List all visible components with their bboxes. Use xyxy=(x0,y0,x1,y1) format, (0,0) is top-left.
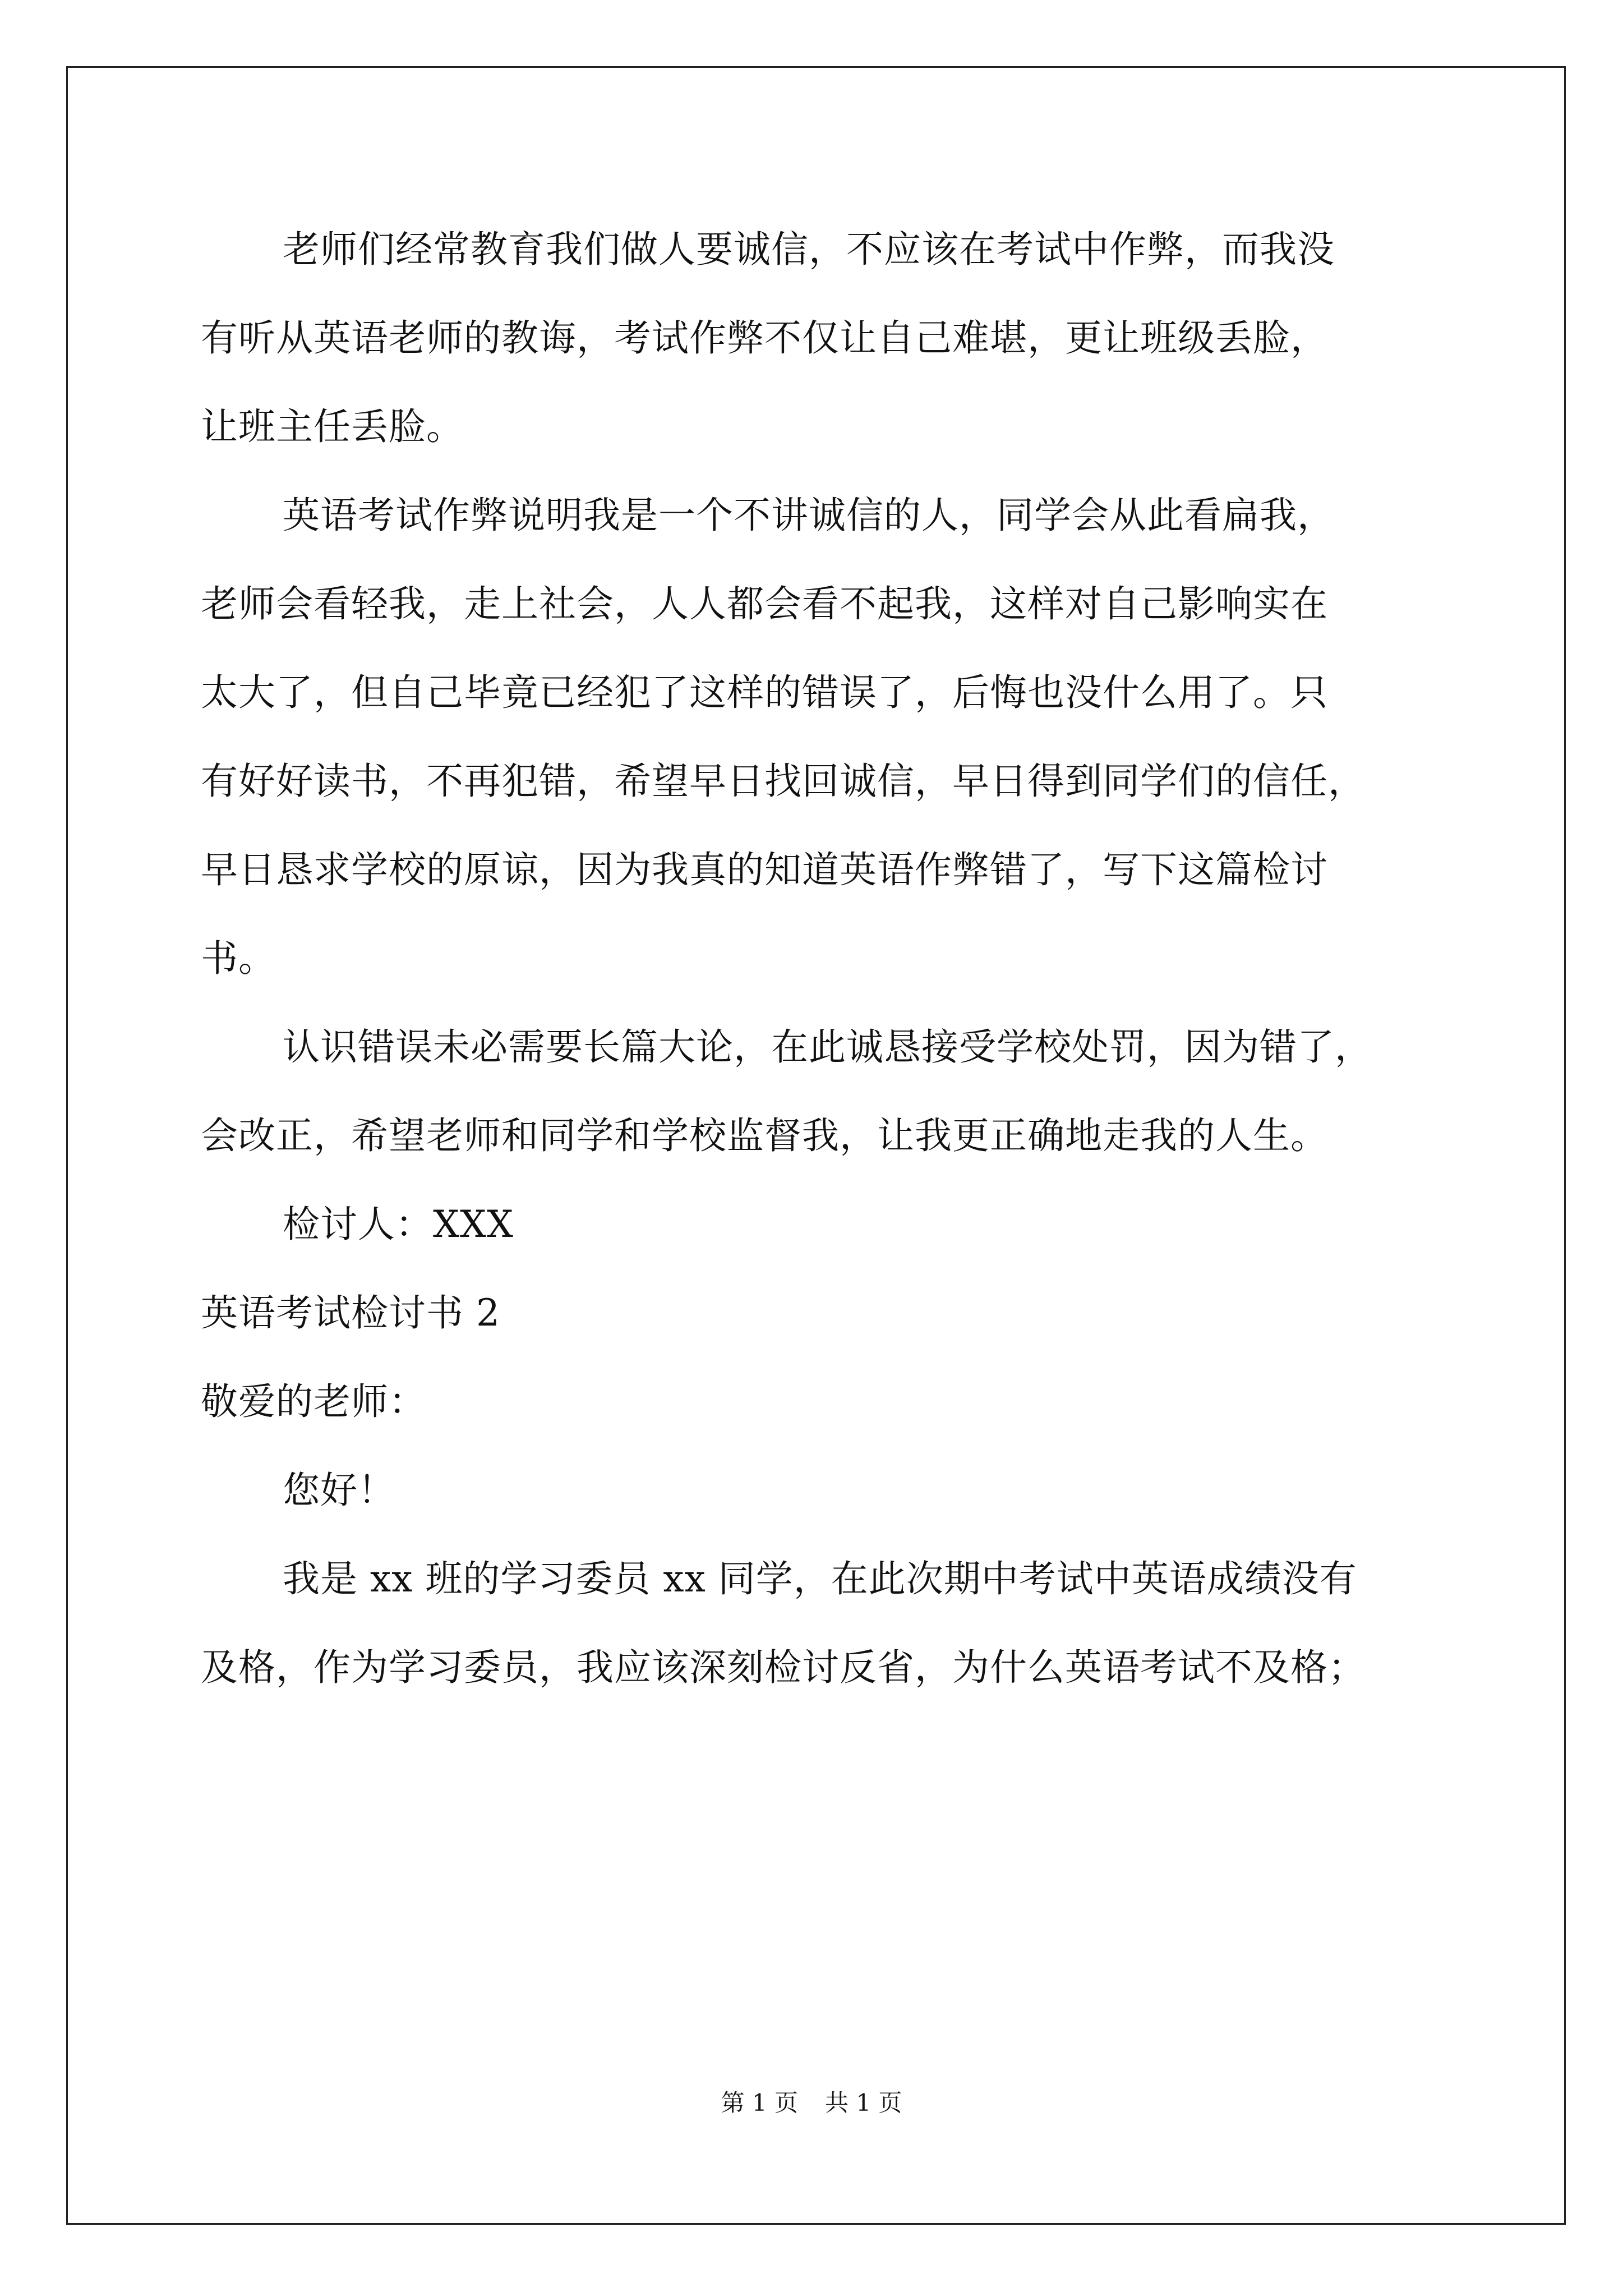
paragraph-1-line-3: 让班主任丢脸。 xyxy=(201,405,464,448)
paragraph-3-line-2: 会改正，希望老师和同学和学校监督我，让我更正确地走我的人生。 xyxy=(201,1114,1328,1157)
paragraph-1-line-2: 有听从英语老师的教诲，考试作弊不仅让自己难堪，更让班级丢脸， xyxy=(201,316,1328,360)
paragraph-1-line-1: 老师们经常教育我们做人要诚信，不应该在考试中作弊，而我没 xyxy=(283,228,1335,271)
paragraph-2-line-4: 有好好读书，不再犯错，希望早日找回诚信，早日得到同学们的信任， xyxy=(201,760,1366,803)
paragraph-3-line-1: 认识错误未必需要长篇大论，在此诚恳接受学校处罚，因为错了， xyxy=(283,1025,1372,1069)
paragraph-4-line-2: 及格，作为学习委员，我应该深刻检讨反省，为什么英语考试不及格； xyxy=(201,1646,1366,1689)
paragraph-2-line-2: 老师会看轻我，走上社会，人人都会看不起我，这样对自己影响实在 xyxy=(201,582,1328,625)
page-number: 第 1 页 xyxy=(721,2089,798,2116)
paragraph-2-line-1: 英语考试作弊说明我是一个不讲诚信的人，同学会从此看扁我， xyxy=(283,494,1335,537)
salutation: 敬爱的老师： xyxy=(201,1380,426,1423)
paragraph-2-line-5: 早日恳求学校的原谅，因为我真的知道英语作弊错了，写下这篇检讨 xyxy=(201,848,1328,891)
page-footer xyxy=(0,2091,1623,2115)
paragraph-2-line-6: 书。 xyxy=(201,937,276,980)
page-total: 共 1 页 xyxy=(825,2089,902,2116)
greeting: 您好！ xyxy=(283,1469,395,1512)
paragraph-2-line-3: 太大了，但自己毕竟已经犯了这样的错误了，后悔也没什么用了。只 xyxy=(201,671,1328,714)
signature: 检讨人：XXX xyxy=(283,1203,514,1246)
section-heading: 英语考试检讨书 2 xyxy=(201,1291,500,1335)
paragraph-4-line-1: 我是 xx 班的学习委员 xx 同学，在此次期中考试中英语成绩没有 xyxy=(283,1557,1357,1600)
